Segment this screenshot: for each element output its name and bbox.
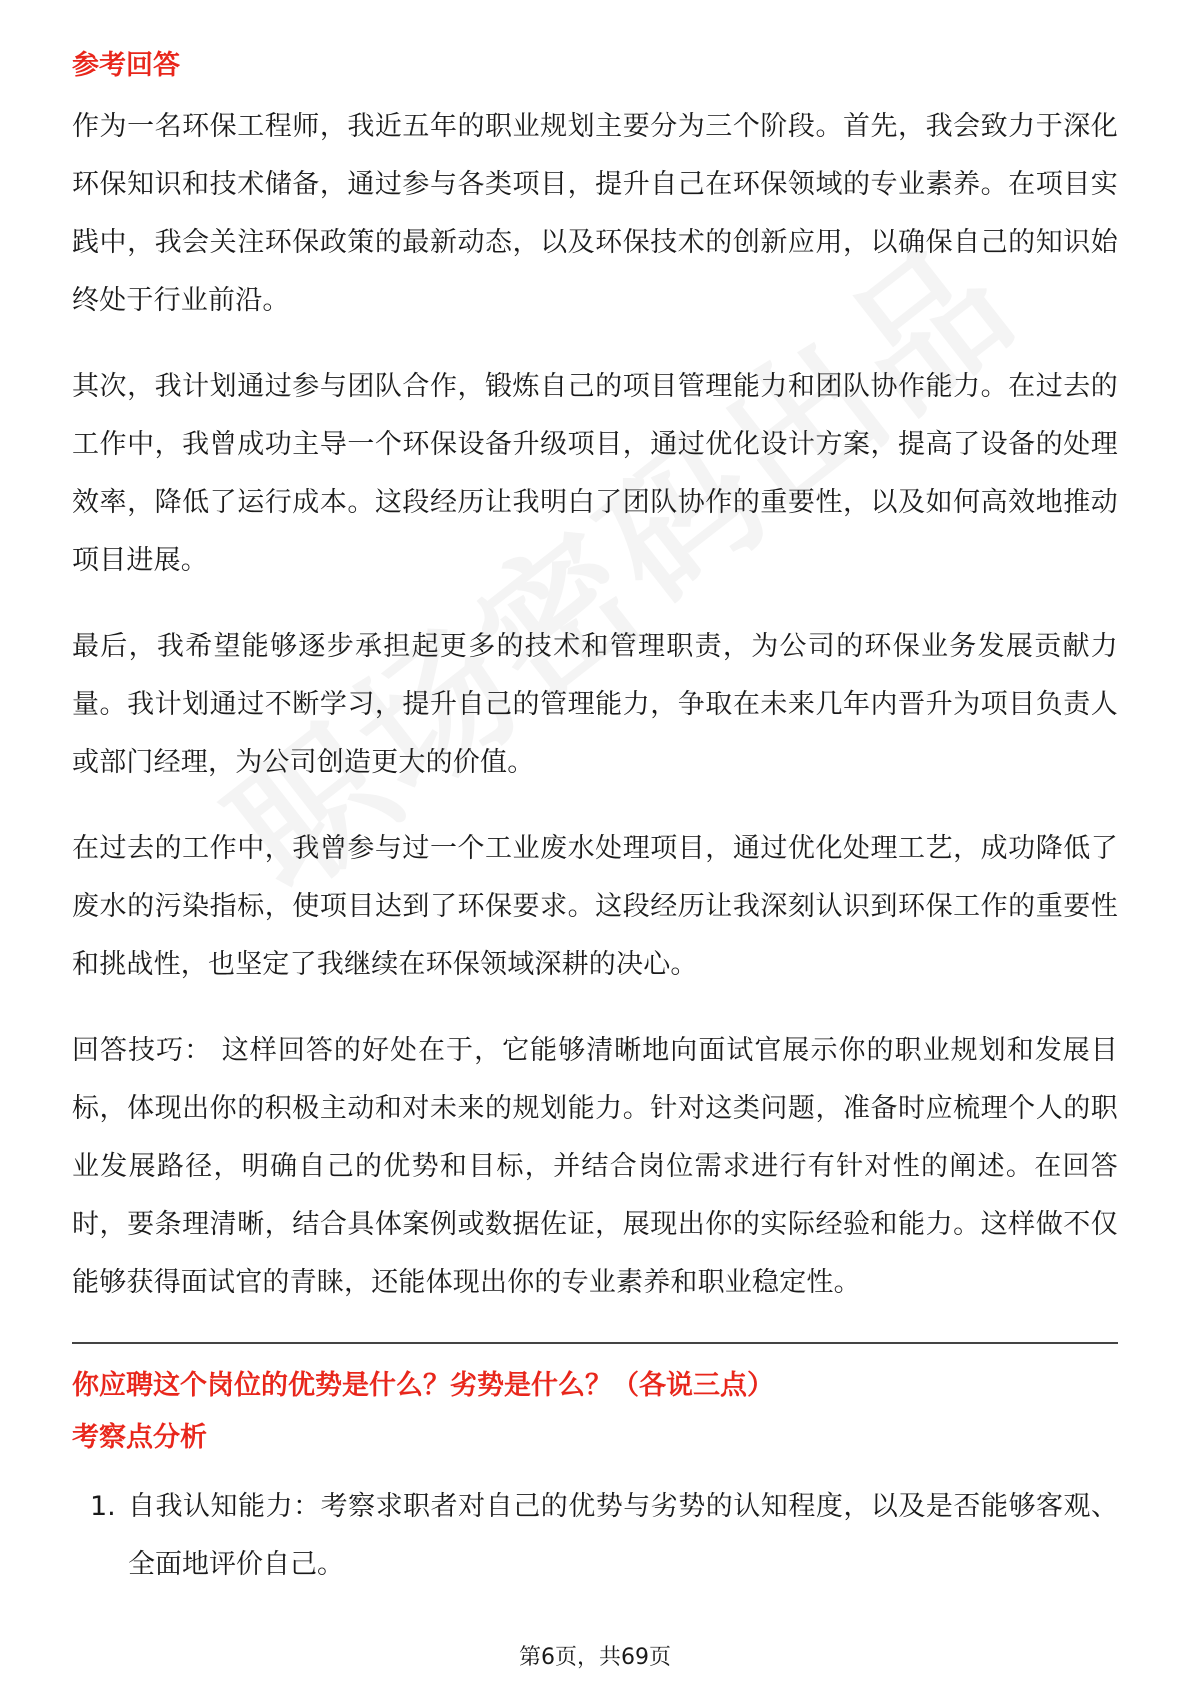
answer-paragraph-4: 在过去的工作中，我曾参与过一个工业废水处理项目，通过优化处理工艺，成功降低了废水的污染指标，使项目达到了环保要求。这段经历让我深刻认识到环保工作的重要性和挑战性，也坚定了我继续在环保领域深耕的决心。 (72, 833, 1118, 980)
answer-tips-paragraph: 回答技巧： 这样回答的好处在于，它能够清晰地向面试官展示你的职业规划和发展目标，体现出你的积极主动和对未来的规划能力。针对这类问题，准备时应梳理个人的职业发展路径，明确自己的优势和目标，并结合岗位需求进行有针对性的阐述。在回答时，要条理清晰，结合具体案例或数据佐证，展现出你的实际经验和能力。这样做不仅能够获得面试官的青睐，还能体现出你的专业素养和职业稳定性。 (72, 1035, 1118, 1298)
section-divider (72, 1342, 1118, 1344)
list-item (72, 1478, 1118, 1594)
analysis-heading: 考察点分析 (72, 1422, 207, 1453)
list-item-text: 自我认知能力：考察求职者对自己的优势与劣势的认知程度，以及是否能够客观、全面地评价自己。 (128, 1491, 1118, 1580)
answer-paragraph-1: 作为一名环保工程师，我近五年的职业规划主要分为三个阶段。首先，我会致力于深化环保知识和技术储备，通过参与各类项目，提升自己在环保领域的专业素养。在项目实践中，我会关注环保政策的最新动态，以及环保技术的创新应用，以确保自己的知识始终处于行业前沿。 (72, 111, 1118, 316)
reference-answer-heading: 参考回答 (72, 50, 180, 81)
answer-paragraph-3: 最后，我希望能够逐步承担起更多的技术和管理职责，为公司的环保业务发展贡献力量。我计划通过不断学习，提升自己的管理能力，争取在未来几年内晋升为项目负责人或部门经理，为公司创造更大的价值。 (72, 631, 1118, 778)
list-item-number: 1. (90, 1491, 116, 1522)
analysis-list (72, 1478, 1118, 1594)
interview-question: 你应聘这个岗位的优势是什么？劣势是什么？（各说三点） (72, 1370, 774, 1401)
page-number: 第6页，共69页 (519, 1645, 671, 1670)
page-content (72, 46, 1118, 1594)
answer-paragraph-2: 其次，我计划通过参与团队合作，锻炼自己的项目管理能力和团队协作能力。在过去的工作中，我曾成功主导一个环保设备升级项目，通过优化设计方案，提高了设备的处理效率，降低了运行成本。这段经历让我明白了团队协作的重要性，以及如何高效地推动项目进展。 (72, 371, 1118, 576)
